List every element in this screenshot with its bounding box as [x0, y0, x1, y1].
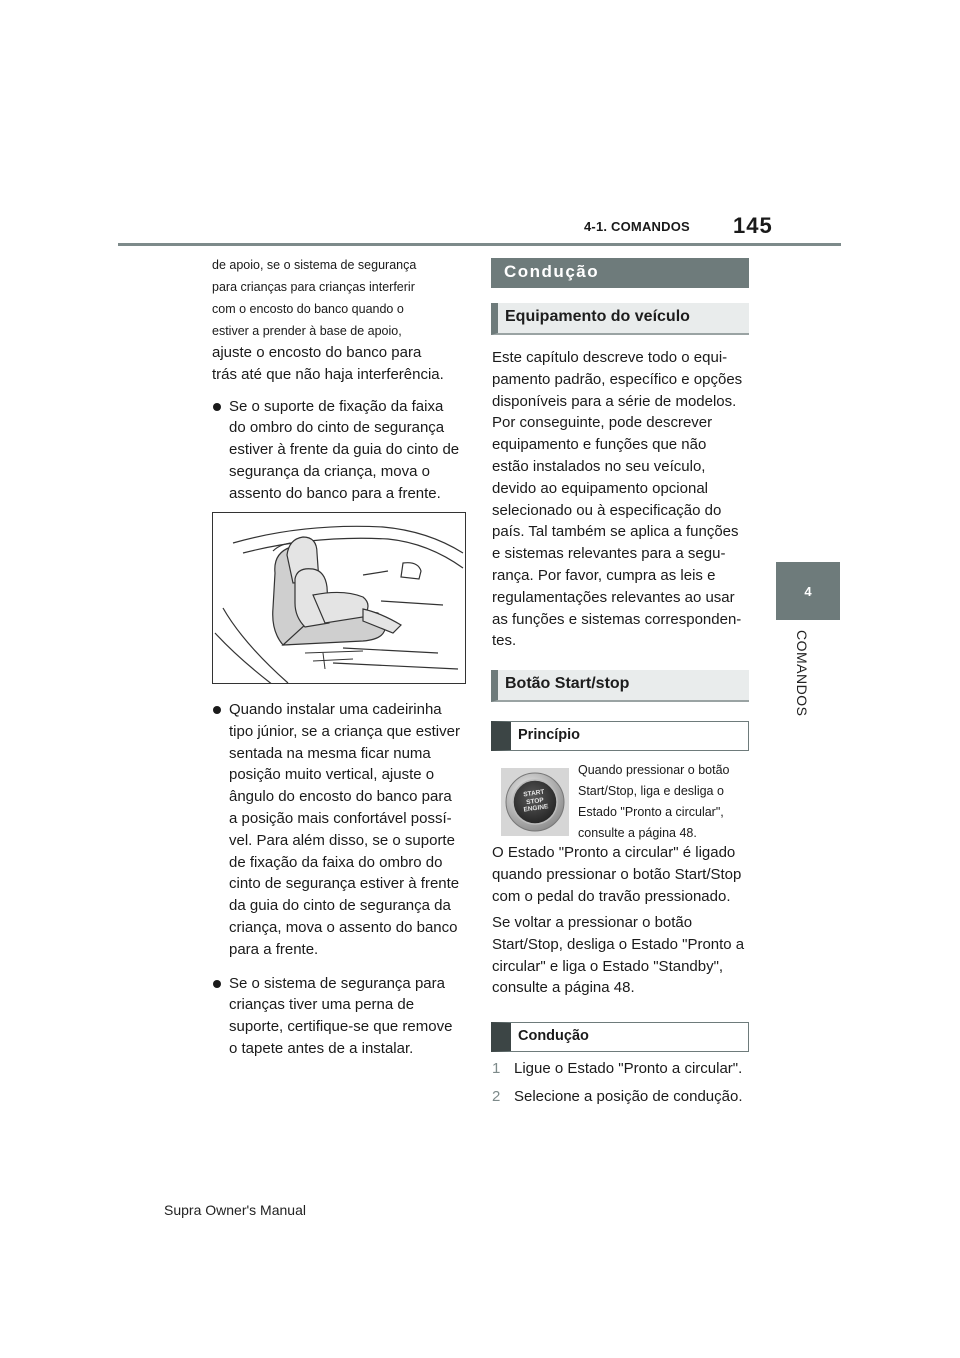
subsection-heading-driving: Condução	[491, 1022, 749, 1052]
section-heading-equipment: Equipamento do veículo	[491, 303, 749, 335]
child-seat-drawing	[213, 513, 466, 684]
header-rule	[118, 243, 841, 246]
step-number: 1	[492, 1060, 501, 1077]
bullet-item-2: Quando instalar uma cadeirinha tipo júnior, se a criança que estiver sentada na mesma ficar numa posição muito vertical, ajuste o ângulo do encosto do banco para a posição mais confortável possí- vel. Para além disso, se o suporte de fixação da faixa do ombro do cinto de segurança estiver à frente da guia do cinto de segurança da criança, mova o assento do banco para a frente.	[229, 701, 460, 958]
subsection-heading-principle: Princípio	[491, 721, 749, 751]
start-stop-caption: Quando pressionar o botão Start/Stop, liga e desliga o Estado "Pronto a circular", consulte a página 48.	[578, 763, 730, 840]
chapter-tab-number: 4	[804, 583, 812, 599]
start-stop-button-label: START STOP ENGINE	[522, 788, 549, 814]
chapter-heading: Condução	[491, 258, 749, 288]
step-2	[492, 1086, 754, 1108]
start-stop-paragraph-1: O Estado "Pronto a circular" é ligado quando pressionar o botão Start/Stop com o pedal do travão pressionado.	[492, 844, 742, 905]
continued-text-small: de apoio, se o sistema de segurança para crianças para crianças interferir com o encosto do banco quando o estiver a prender à base de apoio,	[212, 258, 417, 338]
chapter-tab-label: COMANDOS	[794, 630, 810, 717]
step-number: 2	[492, 1088, 501, 1105]
page-number: 145	[733, 213, 773, 238]
step-1	[492, 1058, 754, 1080]
bullet-item-3: Se o sistema de segurança para crianças tiver uma perna de suporte, certifique-se que remove o tapete antes de a instalar.	[229, 974, 453, 1057]
running-header-section: 4-1. COMANDOS	[584, 219, 690, 234]
bullet-item-1: Se o suporte de fixação da faixa do ombro do cinto de segurança estiver à frente da guia do cinto de segurança da criança, mova o assento do banco para a frente.	[229, 397, 460, 502]
step-text: Ligue o Estado "Pronto a circular".	[514, 1060, 743, 1077]
start-stop-paragraph-2: Se voltar a pressionar o botão Start/Stop, desliga o Estado "Pronto a circular" e liga o Estado "Standby", consulte a página 48.	[492, 914, 745, 997]
step-text: Selecione a posição de condução.	[514, 1088, 743, 1105]
section-equipment-text: Este capítulo descreve todo o equi- pamento padrão, específico e opções disponíveis para a série de modelos. Por conseguinte, pode descrever equipamento e funções que não estão instalados no seu veículo, devido ao equipamento opcional selecionado ou à especificação do país. Tal também se aplica a funções e sistemas relevantes para a segu- rança. Por favor, cumpra as leis e regulamentações relevantes ao usar as funções e sistemas corresponden- tes.	[492, 349, 743, 650]
start-stop-button-image	[501, 768, 569, 836]
left-column-bottom	[212, 689, 474, 1060]
left-column-top	[212, 254, 474, 505]
section-heading-start-stop: Botão Start/stop	[491, 670, 749, 702]
child-seat-illustration	[212, 512, 466, 684]
chapter-tab	[776, 562, 840, 620]
continued-text: ajuste o encosto do banco para trás até que não haja interferência.	[212, 344, 444, 383]
footer-manual-name: Supra Owner's Manual	[164, 1202, 306, 1218]
